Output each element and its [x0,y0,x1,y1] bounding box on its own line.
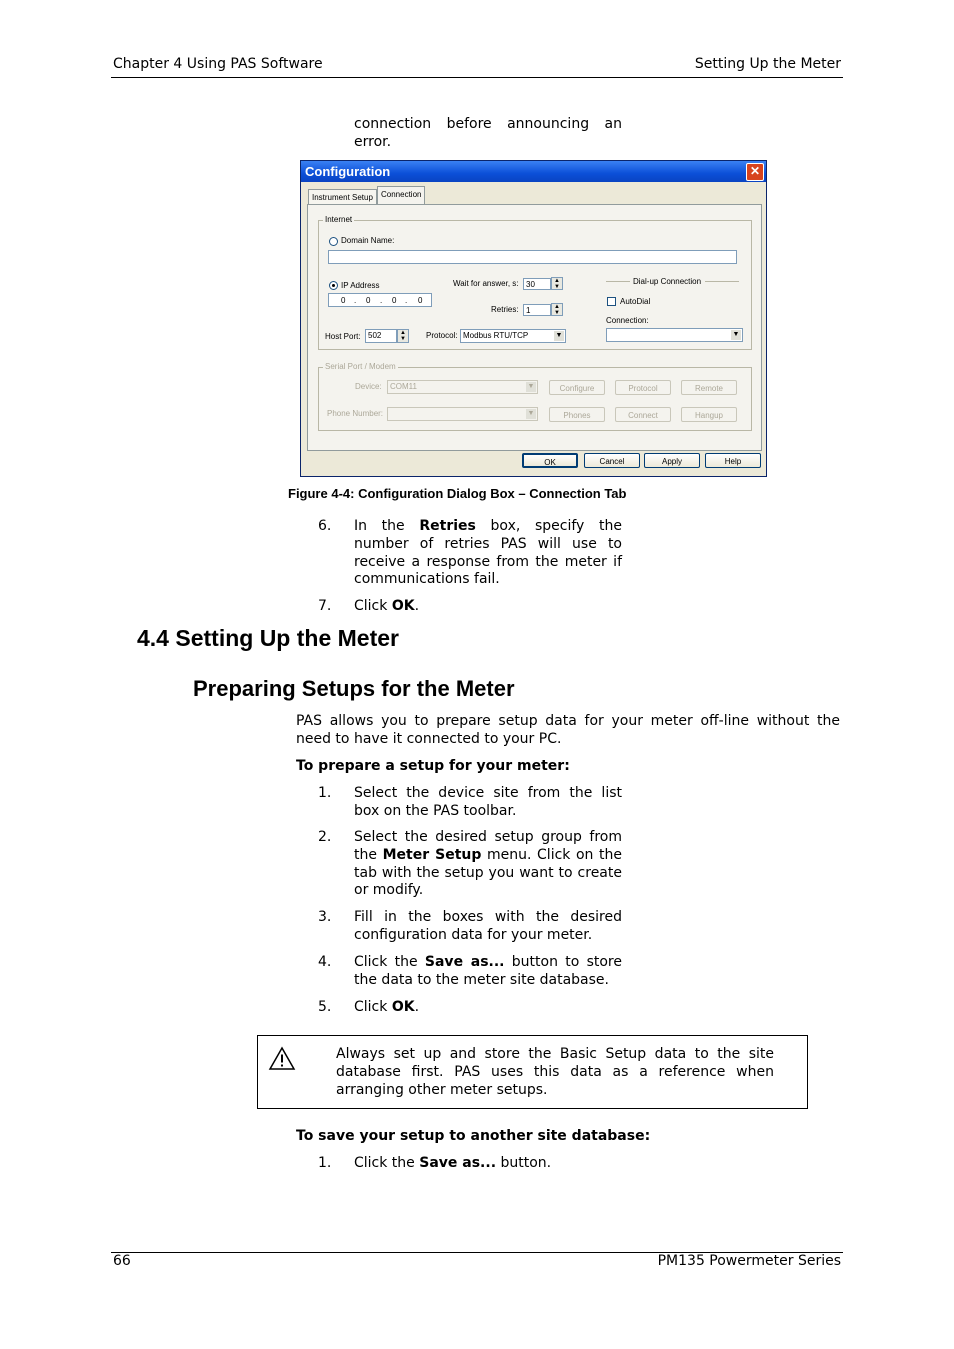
warning-note [257,1035,808,1109]
connection-label: Connection: [606,316,649,325]
ip-dot: . [405,296,408,305]
host-port-spinner[interactable]: ▲ ▼ [397,329,409,343]
ip-address-radio[interactable] [329,281,338,290]
subsection-title: Preparing Setups for the Meter [193,676,515,701]
ip-octet-2: 0 [366,296,371,305]
domain-name-input[interactable] [328,250,737,264]
internet-group-label: Internet [325,215,353,224]
phone-number-select[interactable] [387,407,538,421]
step-number: 6. [318,518,332,534]
host-port-label: Host Port: [325,332,361,341]
wait-spinner[interactable]: ▲ ▼ [551,277,563,290]
autodial-label: AutoDial [620,297,651,306]
step-emphasis: Save as... [419,1155,497,1171]
dialup-label: Dial-up Connection [633,277,702,286]
chevron-down-icon: ▼ [527,383,535,390]
ip-address-label: IP Address [341,281,380,290]
hangup-button[interactable]: Hangup [681,407,737,422]
cancel-button[interactable]: Cancel [584,453,640,468]
dialog-title: Configuration [305,164,391,179]
step-text: Fill in the boxes with the desired configuration data for your meter. [354,909,622,943]
domain-name-label: Domain Name: [341,236,395,245]
connection-panel [307,204,762,451]
step-emphasis: OK [391,598,415,614]
header-chapter: Chapter 4 Using PAS Software [113,56,323,72]
wait-input[interactable]: 30 [523,278,551,290]
chevron-down-icon: ▼ [732,331,740,338]
retries-input[interactable]: 1 [523,304,551,316]
ip-octet-1: 0 [341,296,346,305]
ip-address-field[interactable] [328,293,432,307]
connect-button[interactable]: Connect [615,407,671,422]
step-emphasis: OK [391,999,415,1015]
header-rule [111,77,843,78]
footer-product: PM135 Powermeter Series [657,1253,841,1269]
step-number: 7. [318,598,332,614]
tab-connection[interactable]: Connection [377,186,425,204]
page-number: 66 [113,1253,131,1269]
remote-button[interactable]: Remote [681,380,737,395]
protocol-button[interactable]: Protocol [615,380,671,395]
step-text: Select the device site from the list box on the PAS toolbar. [354,785,622,819]
ip-dot: . [380,296,383,305]
step-emphasis: Save as... [424,954,505,970]
step-text: Click OK. [354,999,420,1015]
chevron-down-icon: ▼ [555,332,563,339]
procedure-title: To save your setup to another site database: [296,1128,651,1144]
step-text: In the Retries box, specify the number of retries PAS will use to receive a response from the meter if communications fail. [354,518,622,588]
protocol-value: Modbus RTU/TCP [463,331,529,340]
header-section: Setting Up the Meter [694,56,841,72]
tab-instrument-setup[interactable]: Instrument Setup [308,189,377,204]
ip-dot: . [354,296,357,305]
protocol-select[interactable] [460,329,566,343]
configure-button[interactable]: Configure [549,380,605,395]
step-number: 2. [318,829,332,845]
help-button[interactable]: Help [705,453,761,468]
warning-triangle-icon [268,1046,296,1071]
intro-paragraph: PAS allows you to prepare setup data for your meter off-line without the need to have it connected to your PC. [296,713,840,747]
dialup-rule [705,281,739,282]
apply-button[interactable]: Apply [644,453,700,468]
ip-octet-3: 0 [392,296,397,305]
internet-group [318,215,752,350]
warning-text: Always set up and store the Basic Setup data to the site database first. PAS uses this data as a reference when arranging other meter setups. [336,1046,774,1098]
close-icon[interactable]: ✕ [746,163,764,181]
retries-label: Retries: [491,305,519,314]
step-number: 1. [318,785,332,801]
ip-octet-4: 0 [418,296,423,305]
device-label: Device: [355,382,382,391]
host-port-input[interactable]: 502 [365,329,397,343]
section-title: 4.4 Setting Up the Meter [137,625,399,651]
procedure-title: To prepare a setup for your meter: [296,758,570,774]
dialog-titlebar [301,161,766,182]
wait-label: Wait for answer, s: [453,279,519,288]
device-value: COM11 [390,382,417,391]
retries-spinner[interactable]: ▲ ▼ [551,303,563,316]
step-number: 4. [318,954,332,970]
protocol-label: Protocol: [426,331,458,340]
configuration-dialog [300,160,767,477]
chevron-down-icon: ▼ [527,410,535,417]
device-select[interactable] [387,380,538,394]
step-emphasis: Meter Setup [382,846,482,863]
connection-select[interactable] [606,328,743,342]
step-number: 5. [318,999,332,1015]
phones-button[interactable]: Phones [549,407,605,422]
step-text: Select the desired setup group from the Meter Setup menu. Click on the tab with the setup you want to create or modify. [354,829,622,899]
figure-caption: Figure 4-4: Configuration Dialog Box – Connection Tab [288,486,627,501]
step-emphasis: Retries [419,518,476,534]
step-text: Click the Save as... button. [354,1155,552,1171]
step-number: 1. [318,1155,332,1171]
dialup-rule [606,281,630,282]
serial-port-group [318,362,752,431]
step-text: Click the Save as... button to store the data to the meter site database. [354,954,622,988]
ok-button[interactable]: OK [522,453,578,468]
phone-number-label: Phone Number: [327,409,384,418]
autodial-checkbox[interactable] [607,297,616,306]
domain-name-radio[interactable] [329,237,338,246]
intro-text: connection before announcing an error. [354,116,622,150]
step-text: Click OK. [354,598,420,614]
serial-port-group-label: Serial Port / Modem [325,362,396,371]
step-number: 3. [318,909,332,925]
